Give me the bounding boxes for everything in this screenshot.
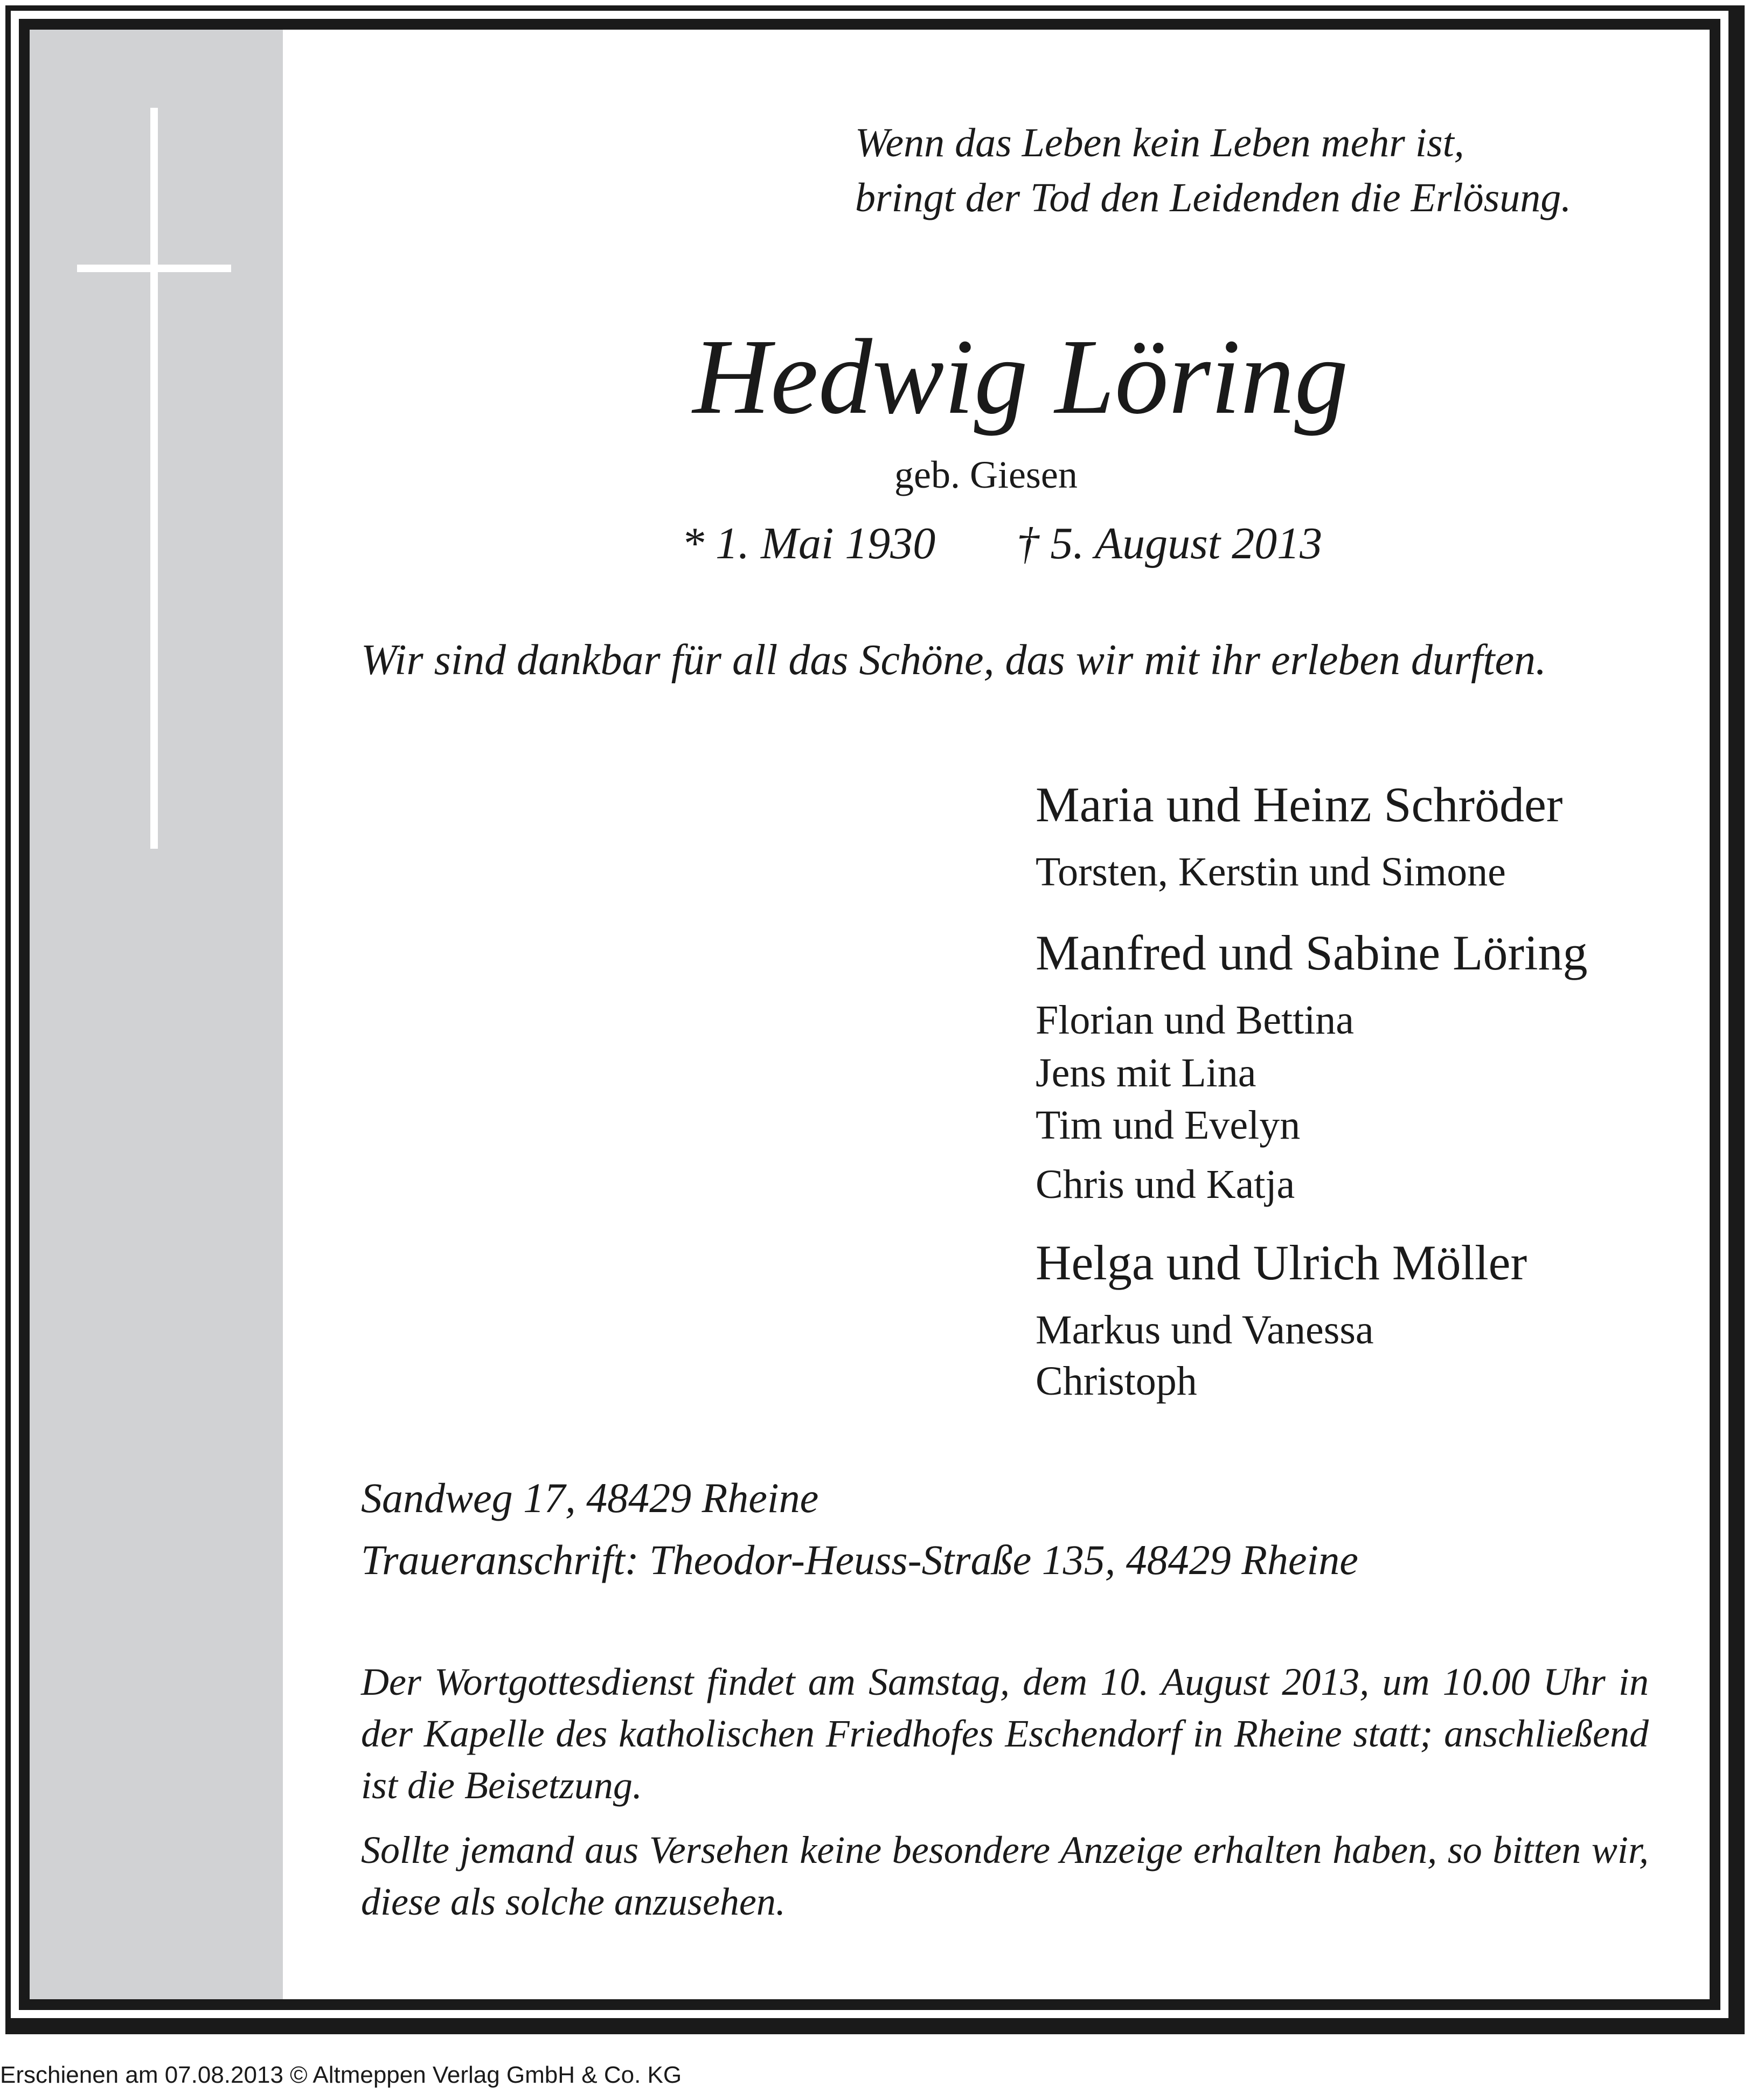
family-head-3: Helga und Ulrich Möller <box>1036 1235 1527 1290</box>
obituary-panel <box>30 30 1710 1999</box>
family-member: Jens mit Lina <box>1036 1050 1256 1096</box>
family-head-2: Manfred und Sabine Löring <box>1036 925 1588 980</box>
mourning-address: Traueranschrift: Theodor-Heuss-Straße 135, 48429 Rheine <box>361 1536 1358 1583</box>
maiden-name: geb. Giesen <box>894 453 1078 496</box>
family-member: Torsten, Kerstin und Simone <box>1036 849 1506 895</box>
deceased-name: Hedwig Löring <box>692 317 1349 436</box>
family-member: Markus und Vanessa <box>1036 1307 1374 1353</box>
cross-icon-bar <box>77 265 231 272</box>
motto-line-1: Wenn das Leben kein Leben mehr ist, <box>855 120 1464 165</box>
family-member: Tim und Evelyn <box>1036 1103 1301 1148</box>
publication-footer: Erschienen am 07.08.2013 © Altmeppen Verlag GmbH & Co. KG <box>0 2062 682 2088</box>
family-head-1: Maria und Heinz Schröder <box>1036 777 1563 832</box>
cross-icon <box>150 108 158 849</box>
family-member: Florian und Bettina <box>1036 997 1355 1043</box>
gratitude-line: Wir sind dankbar für all das Schöne, das wir mit ihr erleben durften. <box>361 636 1546 684</box>
motto-line-2: bringt der Tod den Leidenden die Erlösung. <box>855 175 1572 220</box>
service-paragraph: Der Wortgottesdienst findet am Samstag, dem 10. August 2013, um 10.00 Uhr in der Kapelle des katholischen Friedhofes Eschendorf in Rheine statt; anschließend ist die Beisetzung. <box>361 1660 1649 1807</box>
death-date: † 5. August 2013 <box>1016 518 1323 569</box>
family-member: Christoph <box>1036 1359 1197 1404</box>
birth-date: * 1. Mai 1930 <box>682 518 936 569</box>
family-member: Chris und Katja <box>1036 1162 1295 1207</box>
notice-paragraph: Sollte jemand aus Versehen keine besondere Anzeige erhalten haben, so bitten wir, diese als solche anzusehen. <box>361 1828 1649 1923</box>
life-dates <box>682 517 1322 570</box>
home-address: Sandweg 17, 48429 Rheine <box>361 1474 819 1521</box>
